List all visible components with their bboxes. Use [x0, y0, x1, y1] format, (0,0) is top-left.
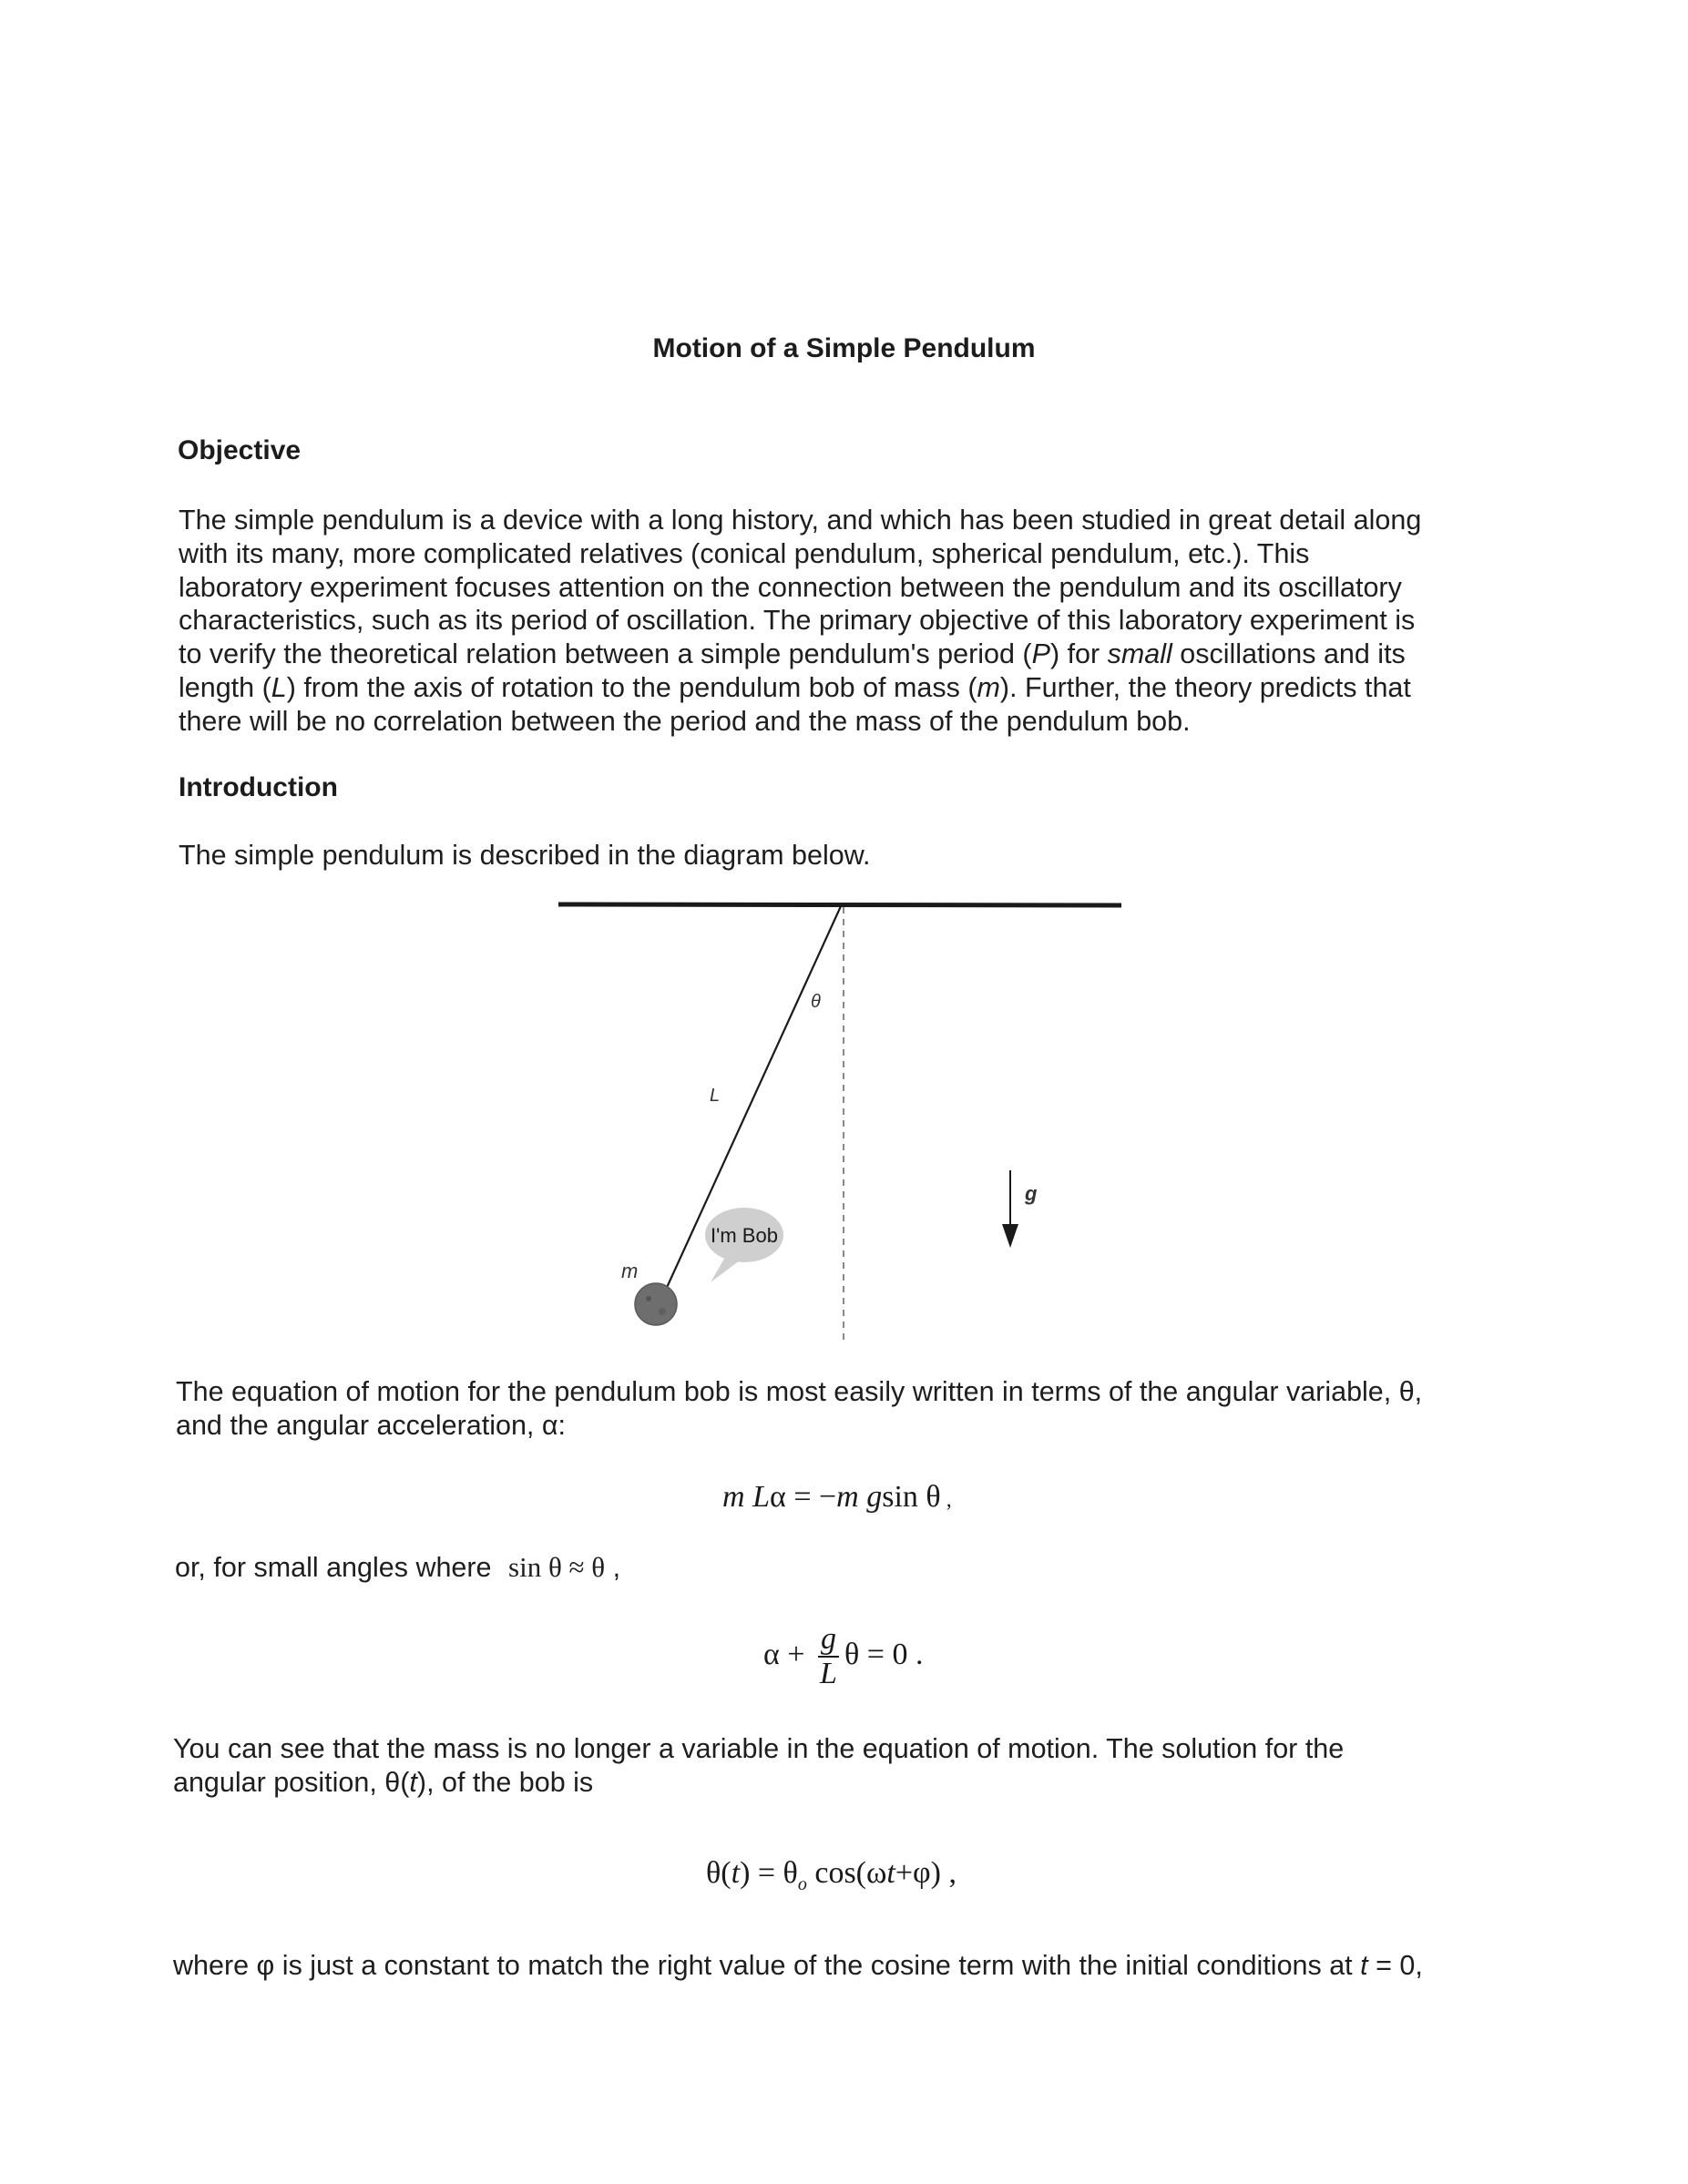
- text-run: oscillations and its: [1171, 638, 1406, 670]
- small-angle-comma: ,: [605, 1552, 621, 1583]
- gravity-arrow-icon: [1002, 1170, 1018, 1248]
- text-run: = 0,: [1367, 1950, 1423, 1981]
- pendulum-bob: [635, 1283, 677, 1325]
- objective-line-1: The simple pendulum is a device with a long history, and which has been studied in great detail along: [179, 505, 1422, 536]
- objective-line-2: with its many, more complicated relatives (conical pendulum, spherical pendulum, etc.). This: [179, 537, 1310, 569]
- text-run: angular position, θ(: [173, 1766, 410, 1798]
- eq2-rhs: θ = 0 .: [844, 1637, 924, 1671]
- var-time: t: [409, 1766, 417, 1798]
- text-run: length (: [179, 671, 271, 703]
- objective-heading: Objective: [178, 435, 302, 465]
- eq3-time-2: t: [886, 1856, 895, 1890]
- eq3-part: θ(: [706, 1856, 731, 1890]
- text-run: where φ is just a constant to match the right value of the cosine term with the initial conditions at: [173, 1950, 1361, 1981]
- eq3-part: ) = θ: [740, 1856, 798, 1890]
- objective-line-3: laboratory experiment focuses attention on the connection between the pendulum and its oscillatory: [179, 571, 1402, 603]
- text-run: ) for: [1049, 638, 1108, 670]
- intro-line: The simple pendulum is described in the diagram below.: [179, 840, 871, 871]
- eq-alpha: α: [769, 1480, 786, 1514]
- eq3-part: +φ) ,: [895, 1856, 957, 1890]
- introduction-heading: Introduction: [179, 772, 338, 802]
- eq-comma: ,: [940, 1488, 952, 1512]
- small-angle-line: [175, 1551, 620, 1585]
- eom-line-1: The equation of motion for the pendulum bob is most easily written in terms of the angular variable, θ,: [176, 1376, 1423, 1407]
- eq-gravity: g: [866, 1480, 883, 1514]
- equation-motion: [722, 1480, 952, 1515]
- ceiling-line: [558, 904, 1121, 905]
- eq-length: L: [752, 1480, 770, 1514]
- eq2-fraction: [818, 1623, 839, 1690]
- solution-paragraph: [173, 1732, 1344, 1800]
- text-run: ) from the axis of rotation to the pendulum bob of mass (: [286, 671, 977, 703]
- var-time: t: [1360, 1950, 1368, 1981]
- var-period: P: [1031, 638, 1050, 670]
- text-run: to verify the theoretical relation between a simple pendulum's period (: [179, 638, 1032, 670]
- eq3-time: t: [731, 1856, 741, 1890]
- eom-line-2: and the angular acceleration, α:: [176, 1409, 566, 1441]
- mass-label: m: [621, 1260, 639, 1282]
- text-run: ). Further, the theory predicts that: [999, 671, 1411, 703]
- emphasis-small: small: [1107, 638, 1172, 670]
- eq-mass: m: [722, 1480, 745, 1514]
- eq2-numerator: g: [818, 1623, 839, 1658]
- eq-sine: sin θ: [882, 1480, 941, 1514]
- var-mass: m: [977, 671, 1000, 703]
- final-line: [173, 1949, 1423, 1983]
- gravity-label: g: [1025, 1182, 1038, 1205]
- eq2-denominator: L: [820, 1657, 837, 1690]
- small-angle-text: or, for small angles where: [175, 1552, 492, 1583]
- eq3-part: cos(ω: [806, 1856, 887, 1890]
- eq3-subscript: o: [797, 1873, 807, 1894]
- page-title: Motion of a Simple Pendulum: [652, 333, 1036, 363]
- eq-equals: = −: [785, 1480, 837, 1514]
- speech-bubble-text: I'm Bob: [711, 1224, 778, 1247]
- theta-label: θ: [811, 992, 821, 1012]
- solution-line-2: [173, 1766, 1344, 1800]
- equation-small-angle: [763, 1623, 923, 1690]
- small-angle-equation: sin θ ≈ θ: [508, 1551, 606, 1583]
- eq2-lhs: α +: [763, 1637, 813, 1671]
- text-run: ), of the bob is: [416, 1766, 594, 1798]
- var-length: L: [271, 671, 287, 703]
- eom-paragraph: [176, 1375, 1422, 1443]
- objective-line-7: there will be no correlation between the period and the mass of the pendulum bob.: [179, 705, 1191, 737]
- equation-solution: [706, 1856, 957, 1895]
- length-label: L: [710, 1086, 721, 1106]
- objective-line-4: characteristics, such as its period of oscillation. The primary objective of this laboratory experiment is: [179, 605, 1416, 637]
- solution-line-1: You can see that the mass is no longer a variable in the equation of motion. The solution for the: [173, 1733, 1345, 1764]
- eq-mass-2: m: [836, 1480, 859, 1514]
